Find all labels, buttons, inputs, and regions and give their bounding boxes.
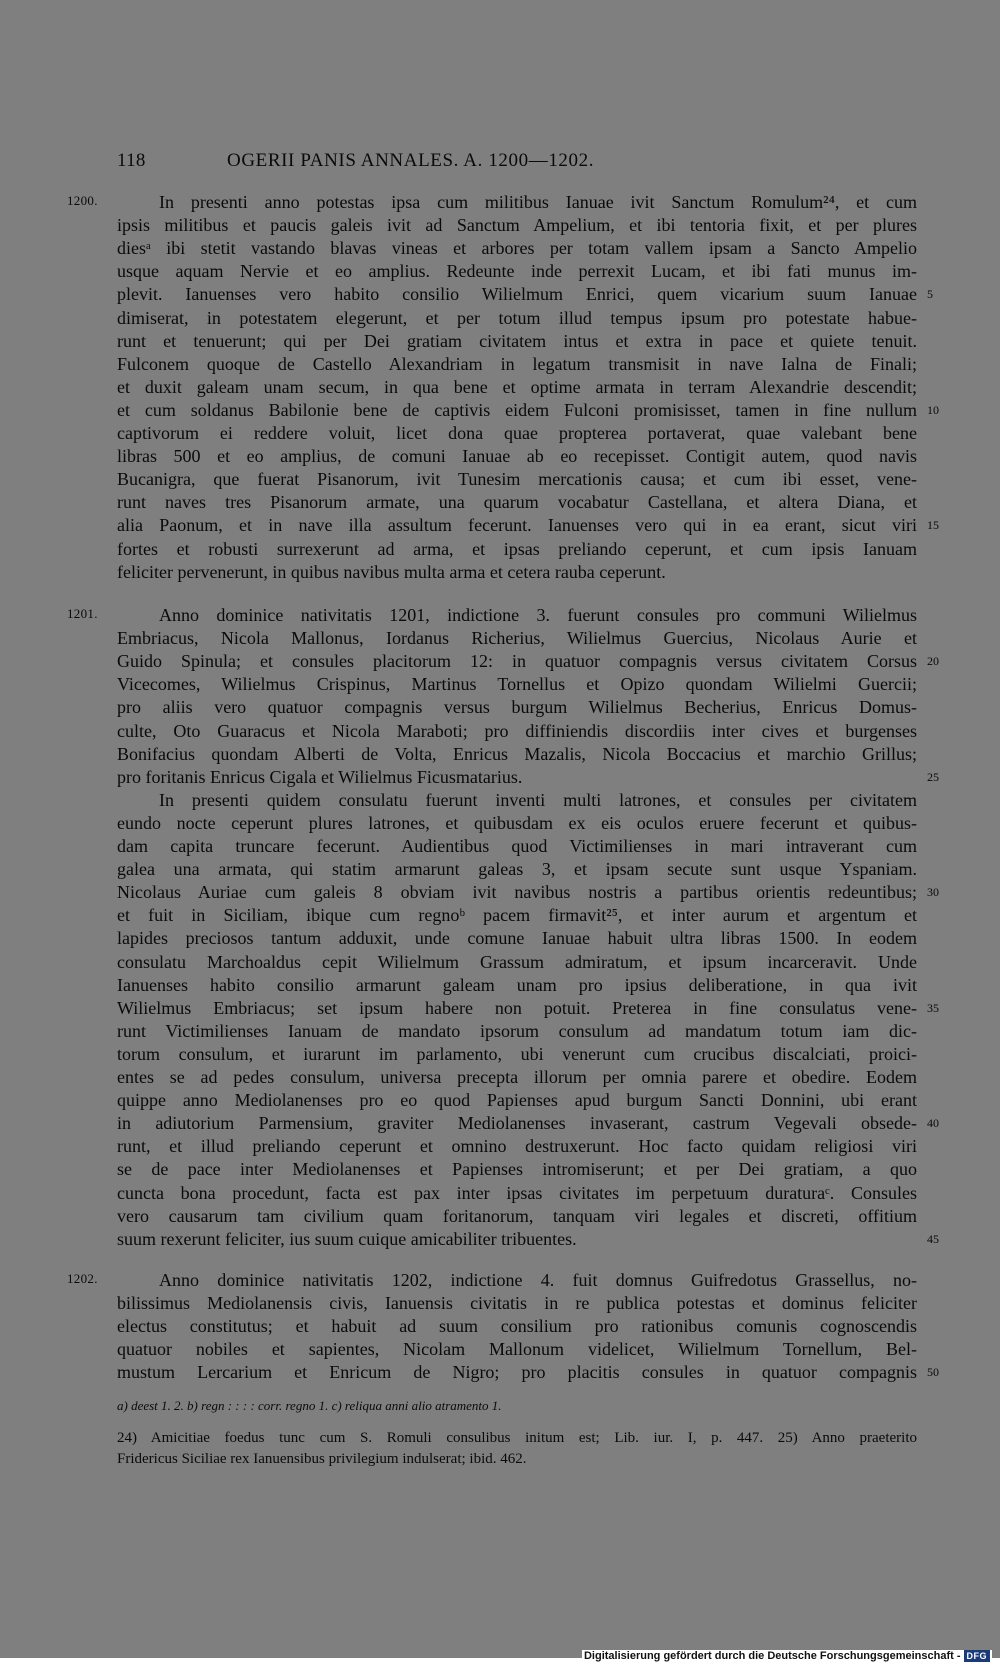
text-line: Vicecomes, Wilielmus Crispinus, Martinus Tornellus et Opizo quondam Wilielmi Guercii; — [117, 674, 917, 695]
text-line: quippe anno Mediolanenses pro eo quod Papienses apud burgum Sancti Donnini, ubi erant — [117, 1090, 917, 1111]
text-line: Bonifacius quondam Alberti de Volta, Enricus Mazalis, Nicola Boccacius et marchio Grillus; — [117, 743, 917, 764]
line-number: 35 — [927, 1000, 939, 1015]
year-marker: 1200. — [67, 193, 98, 208]
line-number: 40 — [927, 1116, 939, 1131]
text-line: feliciter pervenerunt, in quibus navibus multa arma et cetera rauba ceperunt. — [117, 561, 666, 582]
line-number: 20 — [927, 654, 939, 669]
line-number: 45 — [927, 1231, 939, 1246]
text-line: consulatu Marchoaldus cepit Wilielmum Grassum admiratum, et ipsum incarceravit. Unde — [117, 951, 917, 972]
year-marker: 1201. — [67, 606, 98, 621]
running-header — [117, 150, 717, 172]
text-line: et cum soldanus Babilonie bene de captivis eidem Fulconi promisisset, tamen in fine nullum — [117, 399, 917, 420]
line-number: 10 — [927, 402, 939, 417]
text-line: galea una armata, qui statim armarunt galeas 3, et ipsam secute sunt usque Yspaniam. — [117, 859, 917, 880]
text-line: torum consulum, et iurarunt im parlamento, ubi venerunt cum crucibus discalciati, proici- — [117, 1043, 917, 1064]
text-line: quatuor nobiles et sapientes, Nicolam Mallonum videlicet, Wilielmum Tornellum, Bel- — [117, 1339, 917, 1360]
text-line: runt naves tres Pisanorum armate, una quarum vocabatur Castellana, et altera Diana, et — [117, 492, 917, 513]
text-line: entes se ad pedes consulum, universa precepta illorum per omnia parere et obedire. Eodem — [117, 1067, 917, 1087]
text-line: Embriacus, Nicola Mallonus, Iordanus Richerius, Wilielmus Guercius, Nicolaus Aurie et — [117, 628, 917, 649]
line-number: 50 — [927, 1365, 939, 1380]
text-line: lapides preciosos tantum adduxit, unde comune Ianuae habuit ultra libras 1500. In eodem — [117, 928, 917, 949]
line-number: 5 — [927, 287, 933, 302]
year-marker: 1202. — [67, 1271, 98, 1286]
text-line: suum rexerunt feliciter, ius suum cuique amicabiliter tribuentes. — [117, 1228, 577, 1249]
text-paragraph — [117, 603, 917, 1254]
digitization-credit — [582, 1650, 992, 1662]
text-line: usque aquam Nervie et eo amplius. Redeunte inde perrexit Lucam, et ibi fati munus im- — [117, 261, 917, 282]
text-line: libras 500 et eo amplius, de comuni Ianuae ab eo recepisset. Contigit autem, quod navis — [117, 446, 917, 467]
text-line: vero causarum tam civilium quam foritanorum, tanquam viri legales et discreti, offitium — [117, 1205, 917, 1226]
text-line: runt et tenuerunt; qui per Dei gratiam civitatem intus et extra in pace et quiete tenuit. — [117, 330, 917, 351]
line-number: 15 — [927, 518, 939, 533]
text-line: mustum Lercarium et Enricum de Nigro; pro placitis consules in quatuor compagnis — [117, 1362, 917, 1383]
text-line: Ianuenses habito consilio armarunt galeam unam pro ipsius deliberatione, in qua ivit — [117, 974, 917, 995]
text-line: in adiutorium Parmensium, graviter Mediolanenses invaserant, castrum Vegevali obsede- — [117, 1113, 917, 1134]
text-line: Wilielmus Embriacus; set ipsum habere non potuit. Preterea in fine consulatus vene- — [117, 997, 917, 1018]
text-line: cuncta bona procedunt, facta est pax inter ipsas civitates im perpetuum duraturaᶜ. Consules — [117, 1182, 917, 1203]
footnote-line: 24) Amicitiae foedus tunc cum S. Romuli consulibus initum est; Lib. iur. I, p. 447. 25) Anno praeterito — [117, 1430, 917, 1446]
text-line: se de pace inter Mediolanenses et Papienses intromiserunt; et per Dei gratiam, a quo — [117, 1159, 917, 1180]
text-line: et duxit galeam unam secum, in qua bene et optime armata in terram Alexandrie descendit; — [117, 376, 917, 397]
line-number: 30 — [927, 885, 939, 900]
text-line: In presenti quidem consulatu fuerunt inventi multi latrones, et consules per civitatem — [159, 789, 917, 810]
line-number: 25 — [927, 769, 939, 784]
text-line: electus constitutus; et habuit ad suum consilium pro rationibus comunis cognoscendis — [117, 1316, 917, 1337]
text-line: Anno dominice nativitatis 1201, indictione 3. fuerunt consules pro communi Wilielmus — [159, 605, 917, 625]
text-line: et fuit in Siciliam, ibique cum regnoᵇ pacem firmavit²⁵, et inter aurum et argentum et — [117, 905, 917, 926]
text-line: ipsis militibus et paucis galeis ivit ad Sanctum Ampelium, et ibi tentoria fixit, et per plures — [117, 215, 917, 236]
text-line: bilissimus Mediolanensis civis, Ianuensis civitatis in re publica potestas et dominus feliciter — [117, 1293, 917, 1314]
text-line: Guido Spinula; et consules placitorum 12: in quatuor compagnis versus civitatem Corsus — [117, 651, 917, 672]
page-number: 118 — [117, 150, 146, 171]
text-line: dimiserat, in potestatem elegerunt, et per totum illud tempus ipsum pro potestate habue- — [117, 307, 917, 328]
running-title: OGERII PANIS ANNALES. A. 1200—1202. — [227, 150, 595, 171]
text-line: In presenti anno potestas ipsa cum militibus Ianuae ivit Sanctum Romulum²⁴, et cum — [159, 192, 917, 212]
text-line: eundo nocte ceperunt plures latrones, et quibusdam ex eis oculos eruere fecerunt et quibus- — [117, 812, 917, 833]
dfg-logo: DFG — [964, 1650, 991, 1662]
text-line: Fulconem quoque de Castello Alexandriam in legatum transmisit in nave Ialna de Finali; — [117, 353, 917, 374]
text-line: alia Paonum, et in nave illa assultum fecerunt. Ianuenses vero qui in ea erant, sicut viri — [117, 515, 917, 536]
text-line: pro foritanis Enricus Cigala et Wilielmus Ficusmatarius. — [117, 766, 523, 787]
footnote-line: Fridericus Siciliae rex Ianuensibus privilegium indulserat; ibid. 462. — [117, 1451, 527, 1467]
text-line: plevit. Ianuenses vero habito consilio Wilielmum Enrici, quem vicarium suum Ianuae — [117, 284, 917, 305]
text-paragraph — [117, 190, 917, 587]
text-line: runt, et illud preliando ceperunt et omnino destruxerunt. Hoc facto quidam religiosi viri — [117, 1136, 917, 1157]
text-line: Anno dominice nativitatis 1202, indictione 4. fuit domnus Guifredotus Grassellus, no- — [159, 1270, 917, 1290]
text-line: Nicolaus Auriae cum galeis 8 obviam ivit navibus nostris a partibus orientis redeuntibus; — [117, 882, 917, 903]
text-line: captivorum ei reddere voluit, licet dona quae propterea portaverat, quae valebant bene — [117, 423, 917, 443]
text-line: runt Victimilienses Ianuam de mandato ipsorum consulum ad mandatum totum iam dic- — [117, 1020, 917, 1041]
text-line: pro aliis vero quatuor compagnis versus burgum Wilielmus Becherius, Enricus Domus- — [117, 697, 917, 718]
text-line: dam capita truncare fecerunt. Audientibus quod Victimilienses in mari intraverant cum — [117, 836, 917, 856]
credit-text: Digitalisierung gefördert durch die Deutsche Forschungsgemeinschaft - — [583, 1650, 961, 1662]
text-paragraph — [117, 1268, 917, 1388]
critical-apparatus: a) deest 1. 2. b) regn : : : : corr. regno 1. c) reliqua anni alio atramento 1. — [117, 1398, 502, 1413]
text-line: diesᵃ ibi stetit vastando blavas vineas et arbores per totam vallem ipsam a Sancto Ampelio — [117, 238, 917, 259]
text-line: fortes et robusti surrexerunt ad arma, et ipsas preliando ceperunt, et cum ipsis Ianuam — [117, 538, 917, 559]
text-line: culte, Oto Guaracus et Nicola Maraboti; pro diffiniendis discordiis inter cives et burgenses — [117, 720, 917, 741]
text-line: Bucanigra, que fuerat Pisanorum, ivit Tunesim mercationis causa; et cum ibi esset, vene- — [117, 469, 917, 490]
